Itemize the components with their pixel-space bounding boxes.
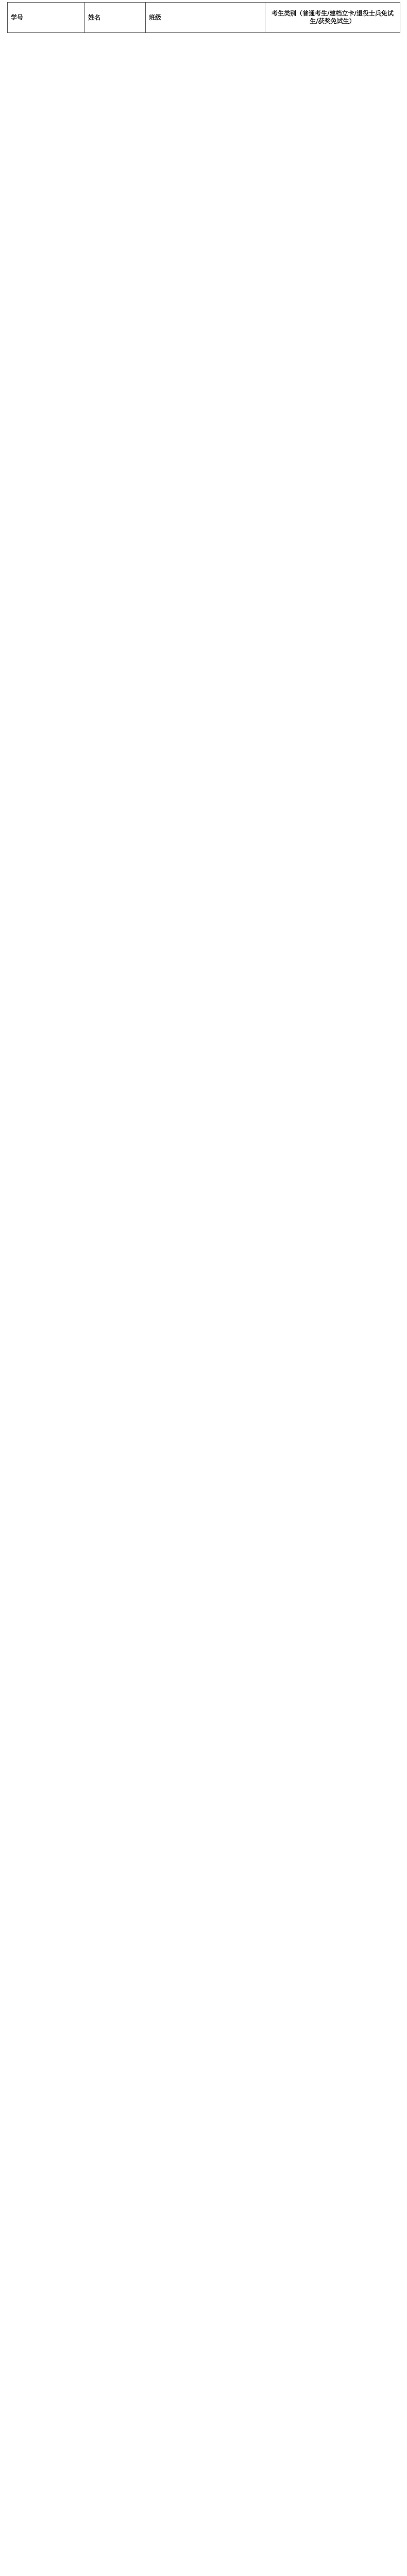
- table-header: [8, 3, 400, 33]
- header-row: [8, 3, 400, 33]
- roster-table: [7, 2, 400, 33]
- class-header: 班级: [146, 3, 265, 33]
- roster-sheet: [7, 2, 400, 33]
- name-header: 姓名: [85, 3, 146, 33]
- candidate-type-header: 考生类别（普通考生/建档立卡/退役士兵免试生/获奖免试生）: [265, 3, 400, 33]
- student-id-header: 学号: [8, 3, 85, 33]
